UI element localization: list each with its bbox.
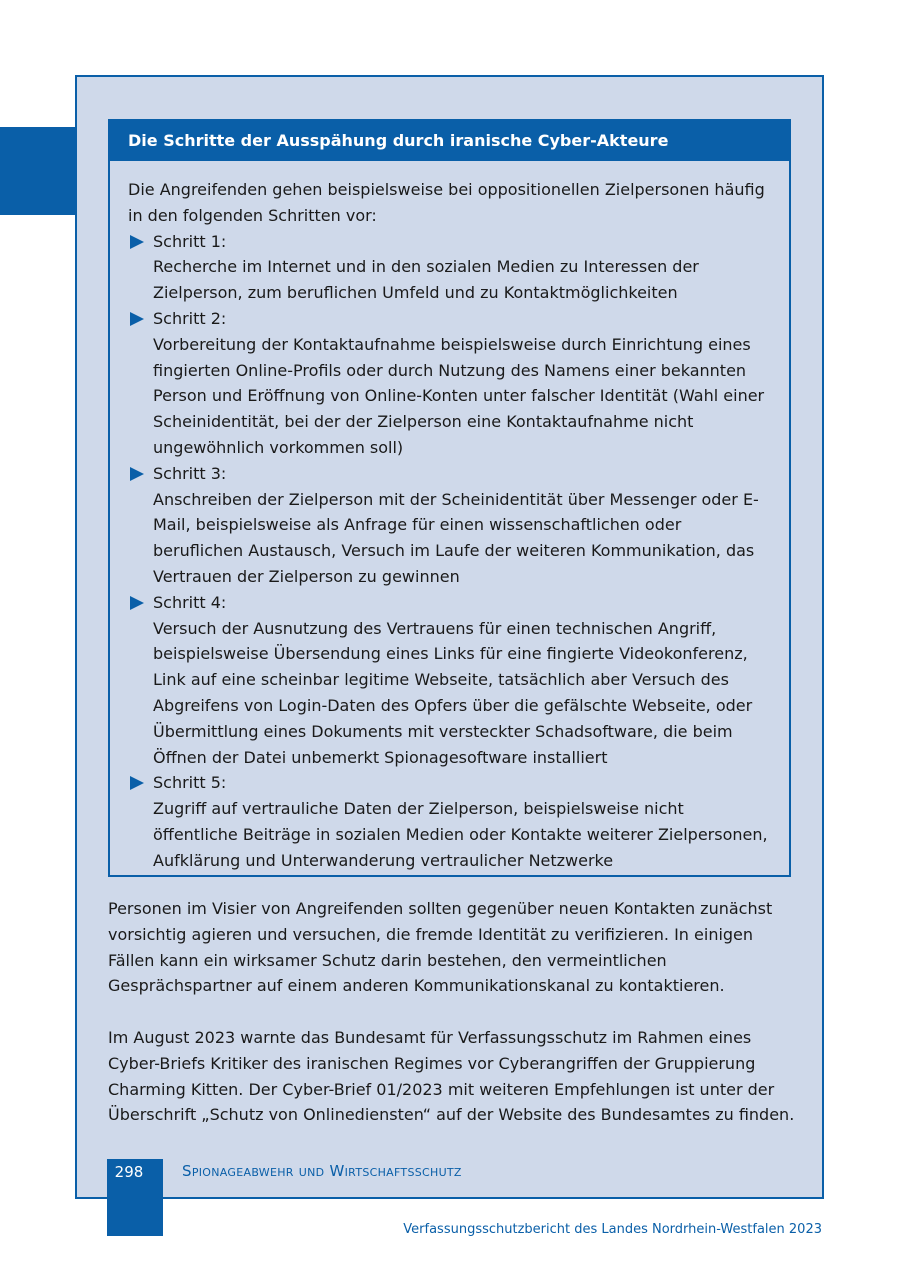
content-frame — [75, 75, 824, 1199]
step-title: Schritt 4: — [153, 592, 227, 612]
step-text: Recherche im Internet und in den sozialen Medien zu Interessen der Zielperson, zum beruflichen Umfeld und zu Kontaktmöglichkeiten — [153, 257, 699, 303]
section-title: Spionageabwehr und Wirtschaftsschutz — [182, 1162, 462, 1180]
step-item — [128, 590, 773, 771]
page-number: 298 — [114, 1163, 144, 1181]
step-item — [128, 770, 773, 873]
body-paragraph: Personen im Visier von Angreifenden sollten gegenüber neuen Kontakten zunächst vorsichtig agieren und versuchen, die fremde Identität zu verifizieren. In einigen Fällen kann ein wirksamer Schutz darin bestehen, den vermeintlichen Gesprächspartner auf einem anderen Kommunikationskanal zu kontaktieren. — [108, 899, 773, 996]
body-paragraph: Im August 2023 warnte das Bundesamt für Verfassungsschutz im Rahmen eines Cyber-Briefs Kritiker des iranischen Regimes vor Cyberangriffen der Gruppierung Charming Kitten. Der Cyber-Brief 01/2023 mit weiteren Empfehlungen ist unter der Überschrift „Schutz von Onlinediensten“ auf der Website des Bundesamtes zu finden. — [108, 1028, 795, 1125]
info-box-title: Die Schritte der Ausspähung durch iranische Cyber-Akteure — [110, 121, 789, 161]
triangle-right-icon — [130, 596, 144, 610]
step-title: Schritt 1: — [153, 231, 227, 251]
step-item — [128, 306, 773, 461]
step-title: Schritt 2: — [153, 308, 227, 328]
step-text: Vorbereitung der Kontaktaufnahme beispielsweise durch Einrichtung eines fingierten Online-Profils oder durch Nutzung des Namens einer bekannten Person und Eröffnung von Online-Konten unter falscher Identität (Wahl einer Scheinidentität, bei der der Zielperson eine Kontaktaufnahme nicht ungewöhnlich vorkommen soll) — [153, 334, 765, 457]
step-item — [128, 229, 773, 306]
step-text: Versuch der Ausnutzung des Vertrauens für einen technischen Angriff, beispielsweise Übersendung eines Links für eine fingierte Videokonferenz, Link auf eine scheinbar legitime Webseite, tatsächlich aber Versuch des Abgreifens von Login-Daten des Opfers über die gefälschte Webseite, oder Übermittlung eines Dokuments mit versteckter Schadsoftware, die beim Öffnen der Datei unbemerkt Spionagesoftware installiert — [153, 618, 753, 767]
triangle-right-icon — [130, 235, 144, 249]
step-title: Schritt 5: — [153, 773, 227, 793]
triangle-right-icon — [130, 776, 144, 790]
step-item — [128, 461, 773, 590]
triangle-right-icon — [130, 467, 144, 481]
publication-footer: Verfassungsschutzbericht des Landes Nordrhein-Westfalen 2023 — [403, 1222, 822, 1237]
step-text: Zugriff auf vertrauliche Daten der Zielperson, beispielsweise nicht öffentliche Beiträge in sozialen Medien oder Kontakte weiterer Zielpersonen, Aufklärung und Unterwanderung vertraulicher Netzwerke — [153, 799, 768, 870]
steps-list — [128, 229, 773, 874]
info-box — [108, 119, 791, 877]
step-title: Schritt 3: — [153, 463, 227, 483]
triangle-right-icon — [130, 312, 144, 326]
info-box-body — [110, 161, 789, 874]
step-text: Anschreiben der Zielperson mit der Scheinidentität über Messenger oder E-Mail, beispielsweise als Anfrage für einen wissenschaftlichen oder beruflichen Austausch, Versuch im Laufe der weiteren Kommunikation, das Vertrauen der Zielperson zu gewinnen — [153, 489, 759, 586]
info-box-intro: Die Angreifenden gehen beispielsweise bei oppositionellen Zielpersonen häufig in den folgenden Schritten vor: — [128, 180, 765, 225]
side-tab-marker — [0, 127, 76, 215]
